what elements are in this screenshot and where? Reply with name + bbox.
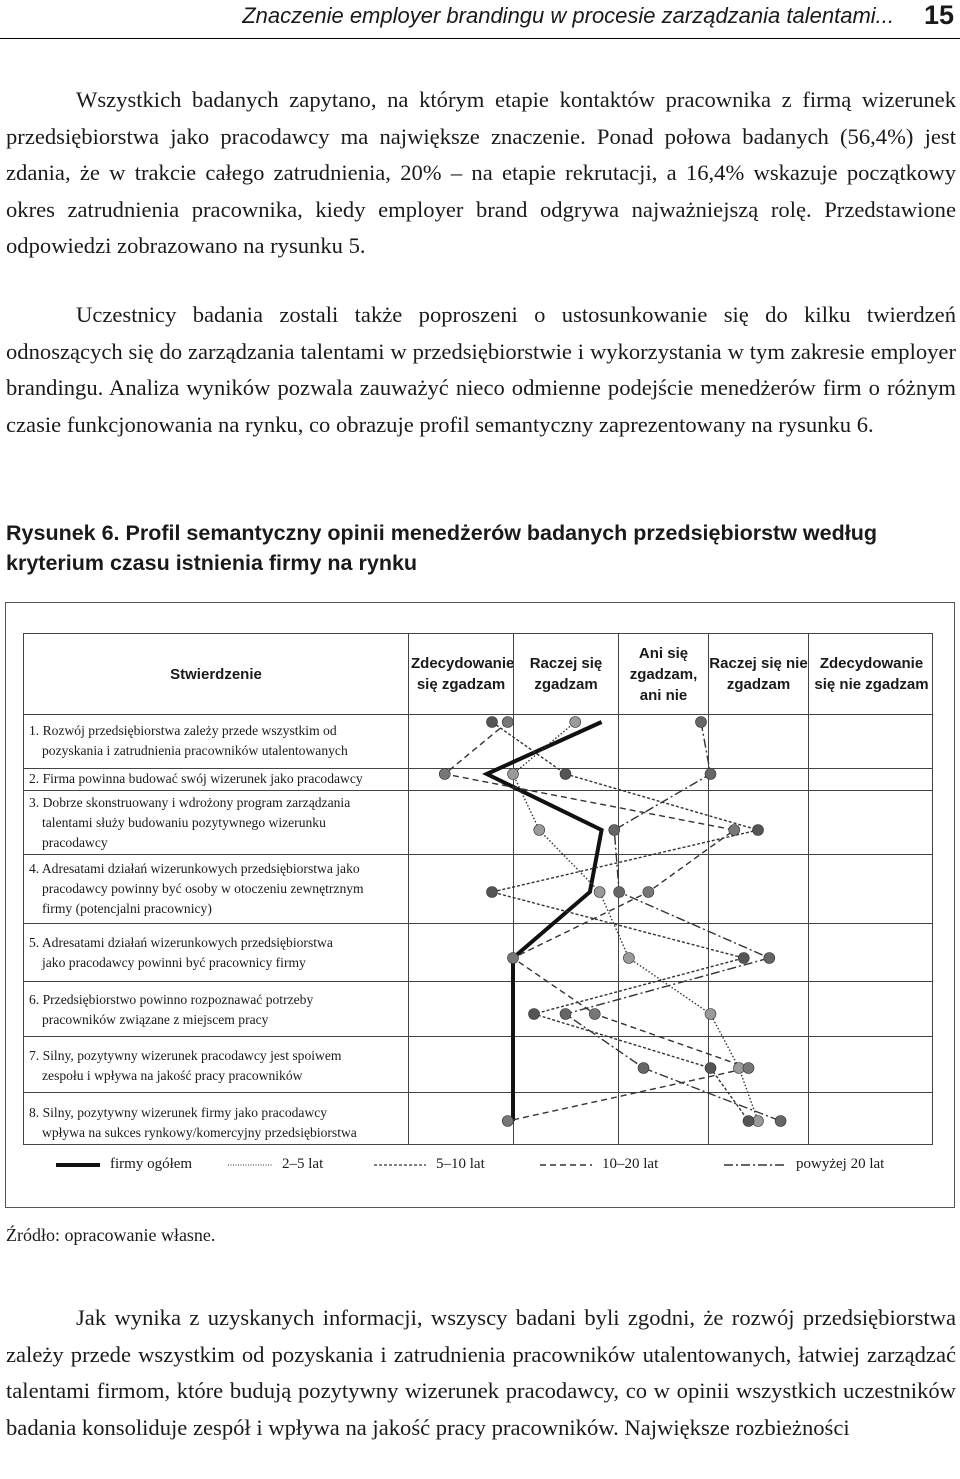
- column-header-strongly-agree-text: Zdecydowanie się zgadzam: [411, 655, 515, 693]
- paragraph-1-text: Wszystkich badanych zapytano, na którym etapie kontaktów pracownika z firmą wizerunek przedsiębiorstwa jako pracodawcy ma największe znaczenie. Ponad połowa badanych (56,4%) jest zdania, że w trakcie całego zatrudnienia, 20% – na etapie rekrutacji, a 16,4% wskazuje początkowy okres zatrudnienia pracownika, kiedy employer brand odgrywa najważniejszą rolę. Przedstawione odpowiedzi zobrazowano na rysunku 5.: [6, 87, 956, 258]
- series-2-point-8: [743, 1116, 754, 1127]
- legend-item-2-5: [228, 1156, 323, 1173]
- series-4-point-8: [775, 1116, 786, 1127]
- series-3-point-5: [508, 953, 519, 964]
- series-2-point-5: [738, 953, 749, 964]
- paragraph-1: [6, 82, 956, 265]
- series-3-point-4: [643, 887, 654, 898]
- series-4-point-7: [638, 1063, 649, 1074]
- series-3-point-8: [502, 1116, 513, 1127]
- statement-7-line-2: zespołu i wpływa na jakość pracy pracowników: [42, 1068, 303, 1083]
- legend-item-5-10: [374, 1156, 485, 1173]
- series-4-point-6: [560, 1009, 571, 1020]
- statement-1-line-1: 1. Rozwój przedsiębiorstwa zależy przede wszystkim od: [29, 723, 337, 738]
- legend-label-2-5: 2–5 lat: [282, 1156, 324, 1172]
- series-1-point-1: [570, 717, 581, 728]
- series-line-3: [445, 722, 749, 1121]
- paragraph-2: [6, 297, 956, 443]
- legend-swatch-20plus: [724, 1160, 786, 1170]
- statement-5-line-1: 5. Adresatami działań wizerunkowych przedsiębiorstwa: [29, 935, 333, 950]
- statement-6-line-1: 6. Przedsiębiorstwo powinno rozpoznawać potrzeby: [29, 992, 314, 1007]
- series-line-4: [566, 722, 781, 1121]
- statement-2-line-1: 2. Firma powinna budować swój wizerunek jako pracodawcy: [29, 771, 363, 786]
- series-4-point-1: [696, 717, 707, 728]
- statement-3-line-3: pracodawcy: [42, 835, 108, 850]
- running-title: Znaczenie employer brandingu w procesie zarządzania talentami...: [242, 3, 894, 28]
- statement-4-line-2: pracodawcy powinny być osoby w otoczeniu zewnętrznym: [42, 881, 364, 896]
- page-number: 15: [923, 0, 954, 30]
- paragraph-2-text: Uczestnicy badania zostali także poproszeni o ustosunkowanie się do kilku twierdzeń odnoszących się do zarządzania talentami w przedsiębiorstwie i wykorzystania w tym zakresie employer brandingu. Analiza wyników pozwala zauważyć nieco odmienne podejście menedżerów firm o różnym czasie funkcjonowania na rynku, co obrazuje profil semantyczny zaprezentowany na rysunku 6.: [6, 302, 956, 437]
- series-line-0: [487, 722, 602, 1121]
- statement-3-line-1: 3. Dobrze skonstruowany i wdrożony program zarządzania: [29, 795, 351, 810]
- paragraph-3: [6, 1300, 956, 1446]
- chart-legend: [56, 1156, 936, 1180]
- series-4-point-3: [609, 825, 620, 836]
- statement-8-line-1: 8. Silny, pozytywny wizerunek firmy jako pracodawcy: [29, 1105, 328, 1120]
- series-1-point-5: [623, 953, 634, 964]
- legend-swatch-10-20: [540, 1160, 592, 1170]
- legend-item-10-20: [540, 1156, 658, 1173]
- paragraph-3-text: Jak wynika z uzyskanych informacji, wszyscy badani byli zgodni, że rozwój przedsiębiorstwa zależy przede wszystkim od pozyskania i zatrudnienia pracowników utalentowanych, łatwiej zarządzać talentami firmom, które budują pozytywny wizerunek pracodawcy, co w opinii wszystkich uczestników badania konsoliduje zespół i wpływa na jakość pracy pracowników. Największe rozbieżności: [6, 1305, 956, 1440]
- series-line-2: [492, 722, 758, 1121]
- legend-label-5-10: 5–10 lat: [436, 1156, 485, 1172]
- series-3-point-7: [743, 1063, 754, 1074]
- legend-swatch-2-5: [228, 1160, 272, 1170]
- statement-4-line-3: firmy (potencjalni pracownicy): [42, 901, 212, 916]
- column-header-disagree-text: Raczej się nie zgadzam: [709, 655, 808, 693]
- column-header-strongly-disagree-text: Zdecydowanie się nie zgadzam: [814, 655, 929, 693]
- series-4-point-4: [614, 887, 625, 898]
- series-3-point-6: [589, 1009, 600, 1020]
- figure-box: [5, 602, 955, 1208]
- figure-source: Źródło: opracowanie własne.: [6, 1225, 216, 1245]
- series-2-point-3: [753, 825, 764, 836]
- page-header: [0, 0, 960, 39]
- series-2-point-1: [487, 717, 498, 728]
- series-2-point-4: [487, 887, 498, 898]
- statement-7-line-1: 7. Silny, pozytywny wizerunek pracodawcy jest spoiwem: [29, 1048, 342, 1063]
- column-header-agree-text: Raczej się zgadzam: [529, 655, 603, 693]
- series-1-point-2: [508, 769, 519, 780]
- figure-caption: Rysunek 6. Profil semantyczny opinii menedżerów badanych przedsiębiorstw według kryterium czasu istnienia firmy na rynku: [6, 521, 877, 575]
- legend-swatch-all: [56, 1160, 100, 1170]
- semantic-profile-chart: [23, 633, 933, 1145]
- statement-1-line-2: pozyskania i zatrudnienia pracowników utalentowanych: [42, 743, 348, 758]
- legend-item-20plus: [724, 1156, 884, 1173]
- column-header-neutral-text: Ani się zgadzam, ani nie: [629, 644, 698, 704]
- series-4-point-5: [764, 953, 775, 964]
- series-1-point-4: [594, 887, 605, 898]
- statement-6-line-2: pracowników związane z miejscem pracy: [42, 1012, 269, 1027]
- statement-8-line-2: wpływa na sukces rynkowy/komercyjny przedsiębiorstwa: [42, 1125, 357, 1140]
- legend-label-20plus: powyżej 20 lat: [796, 1156, 885, 1172]
- statement-4-line-1: 4. Adresatami działań wizerunkowych przedsiębiorstwa jako: [29, 861, 360, 876]
- statement-3-line-2: talentami służy budowaniu pozytywnego wizerunku: [42, 815, 326, 830]
- profile-lines: [24, 634, 934, 1146]
- statement-5-line-2: jako pracodawcy powinni być pracownicy firmy: [42, 955, 306, 970]
- series-3-point-3: [729, 825, 740, 836]
- series-3-point-1: [502, 717, 513, 728]
- legend-label-10-20: 10–20 lat: [602, 1156, 659, 1172]
- series-1-point-6: [705, 1009, 716, 1020]
- series-line-1: [513, 722, 758, 1121]
- series-2-point-2: [560, 769, 571, 780]
- legend-label-all: firmy ogółem: [110, 1156, 193, 1172]
- series-2-point-7: [705, 1063, 716, 1074]
- legend-item-all: [56, 1156, 192, 1173]
- series-1-point-3: [534, 825, 545, 836]
- series-4-point-2: [705, 769, 716, 780]
- legend-swatch-5-10: [374, 1160, 426, 1170]
- series-2-point-6: [529, 1009, 540, 1020]
- column-header-statement: Stwierdzenie: [170, 665, 262, 683]
- series-3-point-2: [439, 769, 450, 780]
